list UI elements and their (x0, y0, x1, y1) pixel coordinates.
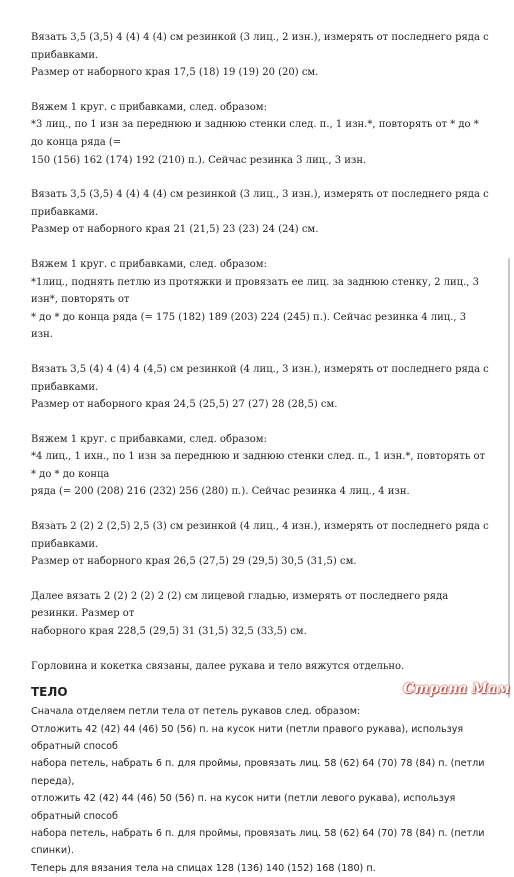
paragraph-4 (31, 256, 491, 344)
body-section-text (31, 703, 491, 877)
watermark-logo: Страна Мам (403, 681, 510, 697)
text-line: Вязать 3,5 (3,5) 4 (4) 4 (4) см резинкой (3 лиц., 2 изн.), измерять от последнего ряда с прибавками. (31, 32, 489, 61)
text-line: *4 лиц., 1 ихн., по 1 изн за переднюю и заднюю стенки след. п., 1 изн.*, повторять от * до * до конца (31, 451, 486, 480)
text-line: * до * до конца ряда (= 175 (182) 189 (203) 224 (245) п.). Сейчас резинка 4 лиц., 3 изн. (31, 311, 467, 341)
text-line: Вязать 3,5 (4) 4 (4) 4 (4,5) см резинкой (4 лиц., 3 изн.), измерять от последнего ряда с прибавками. (31, 363, 489, 393)
text-line: Вяжем 1 круг. с прибавками, след. образом: (31, 101, 267, 113)
text-line: Горловина и кокетка связаны, далее рукава и тело вяжутся отдельно. (31, 660, 405, 672)
text-line: Вязать 3,5 (3,5) 4 (4) 4 (4) см резинкой (3 лиц., 3 изн.), измерять от последнего ряда с прибавками. (31, 189, 489, 218)
paragraph-7 (31, 518, 491, 571)
text-line: 150 (156) 162 (174) 192 (210) п.). Сейчас резинка 3 лиц., 3 изн. (31, 154, 367, 166)
paragraph-8 (31, 588, 491, 641)
document-content (31, 29, 491, 877)
text-line: Вяжем 1 круг. с прибавками, след. образом: (31, 258, 267, 270)
text-line: ряда (= 200 (208) 216 (232) 256 (280) п.). Сейчас резинка 4 лиц., 4 изн. (31, 486, 410, 498)
paragraph-1 (31, 29, 491, 82)
scrollbar[interactable] (508, 258, 510, 698)
paragraph-5 (31, 361, 491, 414)
section-heading-body: ТЕЛО (31, 685, 68, 700)
text-line: Размер от наборного края 17,5 (18) 19 (19) 20 (20) см. (31, 67, 319, 79)
text-line: *3 лиц., по 1 изн за переднюю и заднюю стенки след. п., 1 изн.*, повторять от * до * до конца ряда (= (31, 119, 479, 148)
text-line: Вязать 2 (2) 2 (2,5) 2,5 (3) см резинкой (4 лиц., 4 изн.), измерять от последнего ряда с прибавками. (31, 521, 489, 550)
text-line: Размер от наборного края 24,5 (25,5) 27 (27) 28 (28,5) см. (31, 399, 338, 411)
text-line: наборного края 228,5 (29,5) 31 (31,5) 32,5 (33,5) см. (31, 626, 307, 638)
text-line: *1лиц., поднять петлю из протяжки и провязать ее лиц. за заднюю стенку, 2 лиц., 3 изн*, повторять от (31, 276, 479, 306)
paragraph-9 (31, 658, 491, 676)
text-line: набора петель, набрать 6 п. для проймы, провязать лиц. 58 (62) 64 (70) 78 (84) п. (петли переда), (31, 758, 485, 787)
text-line: Теперь для вязания тела на спицах 128 (136) 140 (152) 168 (180) п. (31, 862, 376, 874)
text-line: Далее вязать 2 (2) 2 (2) 2 (2) см лицевой гладью, измерять от последнего ряда резинки. Размер от (31, 590, 449, 620)
text-line: Вяжем 1 круг. с прибавками, след. образом: (31, 433, 267, 445)
text-line: Размер от наборного края 21 (21,5) 23 (23) 24 (24) см. (31, 224, 319, 236)
text-line: отложить 42 (42) 44 (46) 50 (56) п. на кусок нити (петли левого рукава), используя обратный способ (31, 793, 456, 822)
text-line: набора петель, набрать 6 п. для проймы, провязать лиц. 58 (62) 64 (70) 78 (84) п. (петли спинки). (31, 828, 485, 857)
paragraph-6 (31, 431, 491, 501)
text-line: Размер от наборного края 26,5 (27,5) 29 (29,5) 30,5 (31,5) см. (31, 556, 357, 568)
paragraph-2 (31, 99, 491, 169)
paragraph-3 (31, 186, 491, 239)
text-line: Сначала отделяем петли тела от петель рукавов след. образом: (31, 706, 361, 718)
text-line: Отложить 42 (42) 44 (46) 50 (56) п. на кусок нити (петли правого рукава), используя обратный способ (31, 723, 464, 753)
